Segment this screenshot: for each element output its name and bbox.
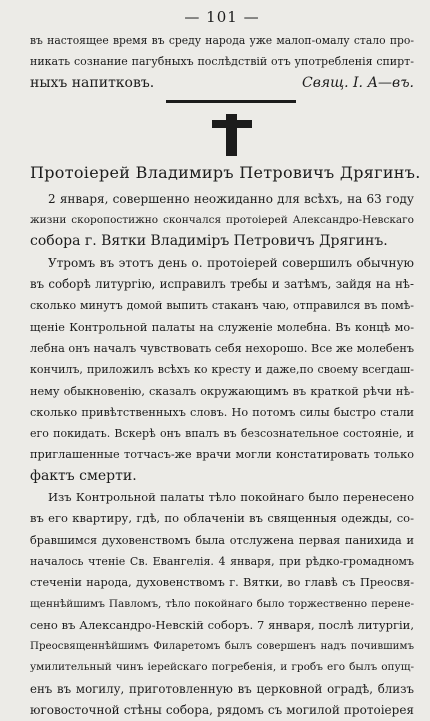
- obituary-body: [30, 189, 414, 721]
- cross-stem: [226, 114, 237, 156]
- text-line: юговосточной стѣны собора, рядомъ съ могилой протоіерея: [30, 703, 414, 718]
- closing-row: [30, 73, 414, 94]
- text-line: енъ въ могилу, приготовленную въ церковной оградѣ, близъ: [30, 681, 414, 696]
- author-signature: Свящ. I. А—въ.: [301, 74, 414, 91]
- text-line: сколько привѣтственныхъ словъ. Но потомъ силы быстро стали: [30, 405, 414, 419]
- obituary-title: Протоіерей Владимиръ Петровичъ Дрягинъ.: [30, 162, 421, 182]
- text-line: щеннѣйшимъ Павломъ, тѣло покойнаго было торжественно перене-: [30, 597, 414, 610]
- text-line: бравшимся духовенствомъ была отслужена первая панихида и: [30, 533, 414, 547]
- page-number: — 101 —: [184, 8, 260, 26]
- text-line: Изъ Контрольной палаты тѣло покойнаго было перенесено: [48, 490, 414, 505]
- text-line: началось чтеніе Св. Евангелія. 4 января, при рѣдко-громадномъ: [30, 554, 414, 568]
- text-line: стеченіи народа, духовенствомъ г. Вятки, во главѣ съ Преосвя-: [30, 576, 414, 590]
- mourning-cross-block: [30, 94, 414, 158]
- text-line: Утромъ въ этотъ день о. протоіерей совершилъ обычную: [48, 255, 414, 270]
- intro-text: [30, 30, 414, 94]
- text-line: никать сознание пагубныхъ послѣдствій отъ употребленія спирт-: [30, 55, 414, 69]
- text-line: 2 января, совершенно неожиданно для всѣхъ, на 63 году: [48, 191, 414, 206]
- text-line: его покидать. Вскерѣ онъ впалъ въ безсознательное состояніе, и: [30, 427, 414, 441]
- divider-rule: [166, 100, 296, 103]
- text-line: лебна онъ началъ чувствовать себя нехорошо. Все же молебенъ: [30, 341, 414, 355]
- text-line: Преосвященнѣйшимъ Филаретомъ былъ совершенъ надъ почившимъ: [30, 640, 414, 653]
- text-line: сено въ Александро-Невскій соборъ. 7 января, послѣ литургіи,: [30, 617, 414, 632]
- text-line: въ его квартиру, гдѣ, по облаченіи въ священныя одежды, со-: [30, 511, 414, 526]
- text-line: въ настоящее время въ среду народа уже малоп-омалу стало про-: [30, 34, 414, 47]
- text-line: щеніе Контрольной палаты на служеніе молебна. Въ концѣ мо-: [30, 320, 414, 334]
- text-line: ныхъ напитковъ.: [30, 74, 155, 91]
- text-line: фактъ смерти.: [30, 467, 137, 484]
- text-line: кончилъ, приложилъ всѣхъ ко кресту и даже,по своему всегдаш-: [30, 363, 414, 377]
- text-line: умилительный чинъ іерейскаго погребенія, и гробъ его былъ опущ-: [30, 661, 414, 674]
- mourning-cross-icon: [166, 100, 296, 158]
- text-line: въ соборѣ литургію, исправилъ требы и затѣмъ, зайдя на нѣ-: [30, 277, 414, 292]
- text-line: собора г. Вятки Владиміръ Петровичъ Дрягинъ.: [30, 233, 388, 250]
- text-line: приглашенные тотчасъ-же врачи могли констатировать только: [30, 448, 414, 462]
- text-line: жизни скоропостижно скончался протоіерей Александро-Невскаго: [30, 214, 414, 227]
- text-line: сколько минутъ домой выпить стаканъ чаю, отправился въ помѣ-: [30, 299, 414, 313]
- text-line: нему обыкновенію, сказалъ окружающимъ въ краткой рѣчи нѣ-: [30, 384, 414, 398]
